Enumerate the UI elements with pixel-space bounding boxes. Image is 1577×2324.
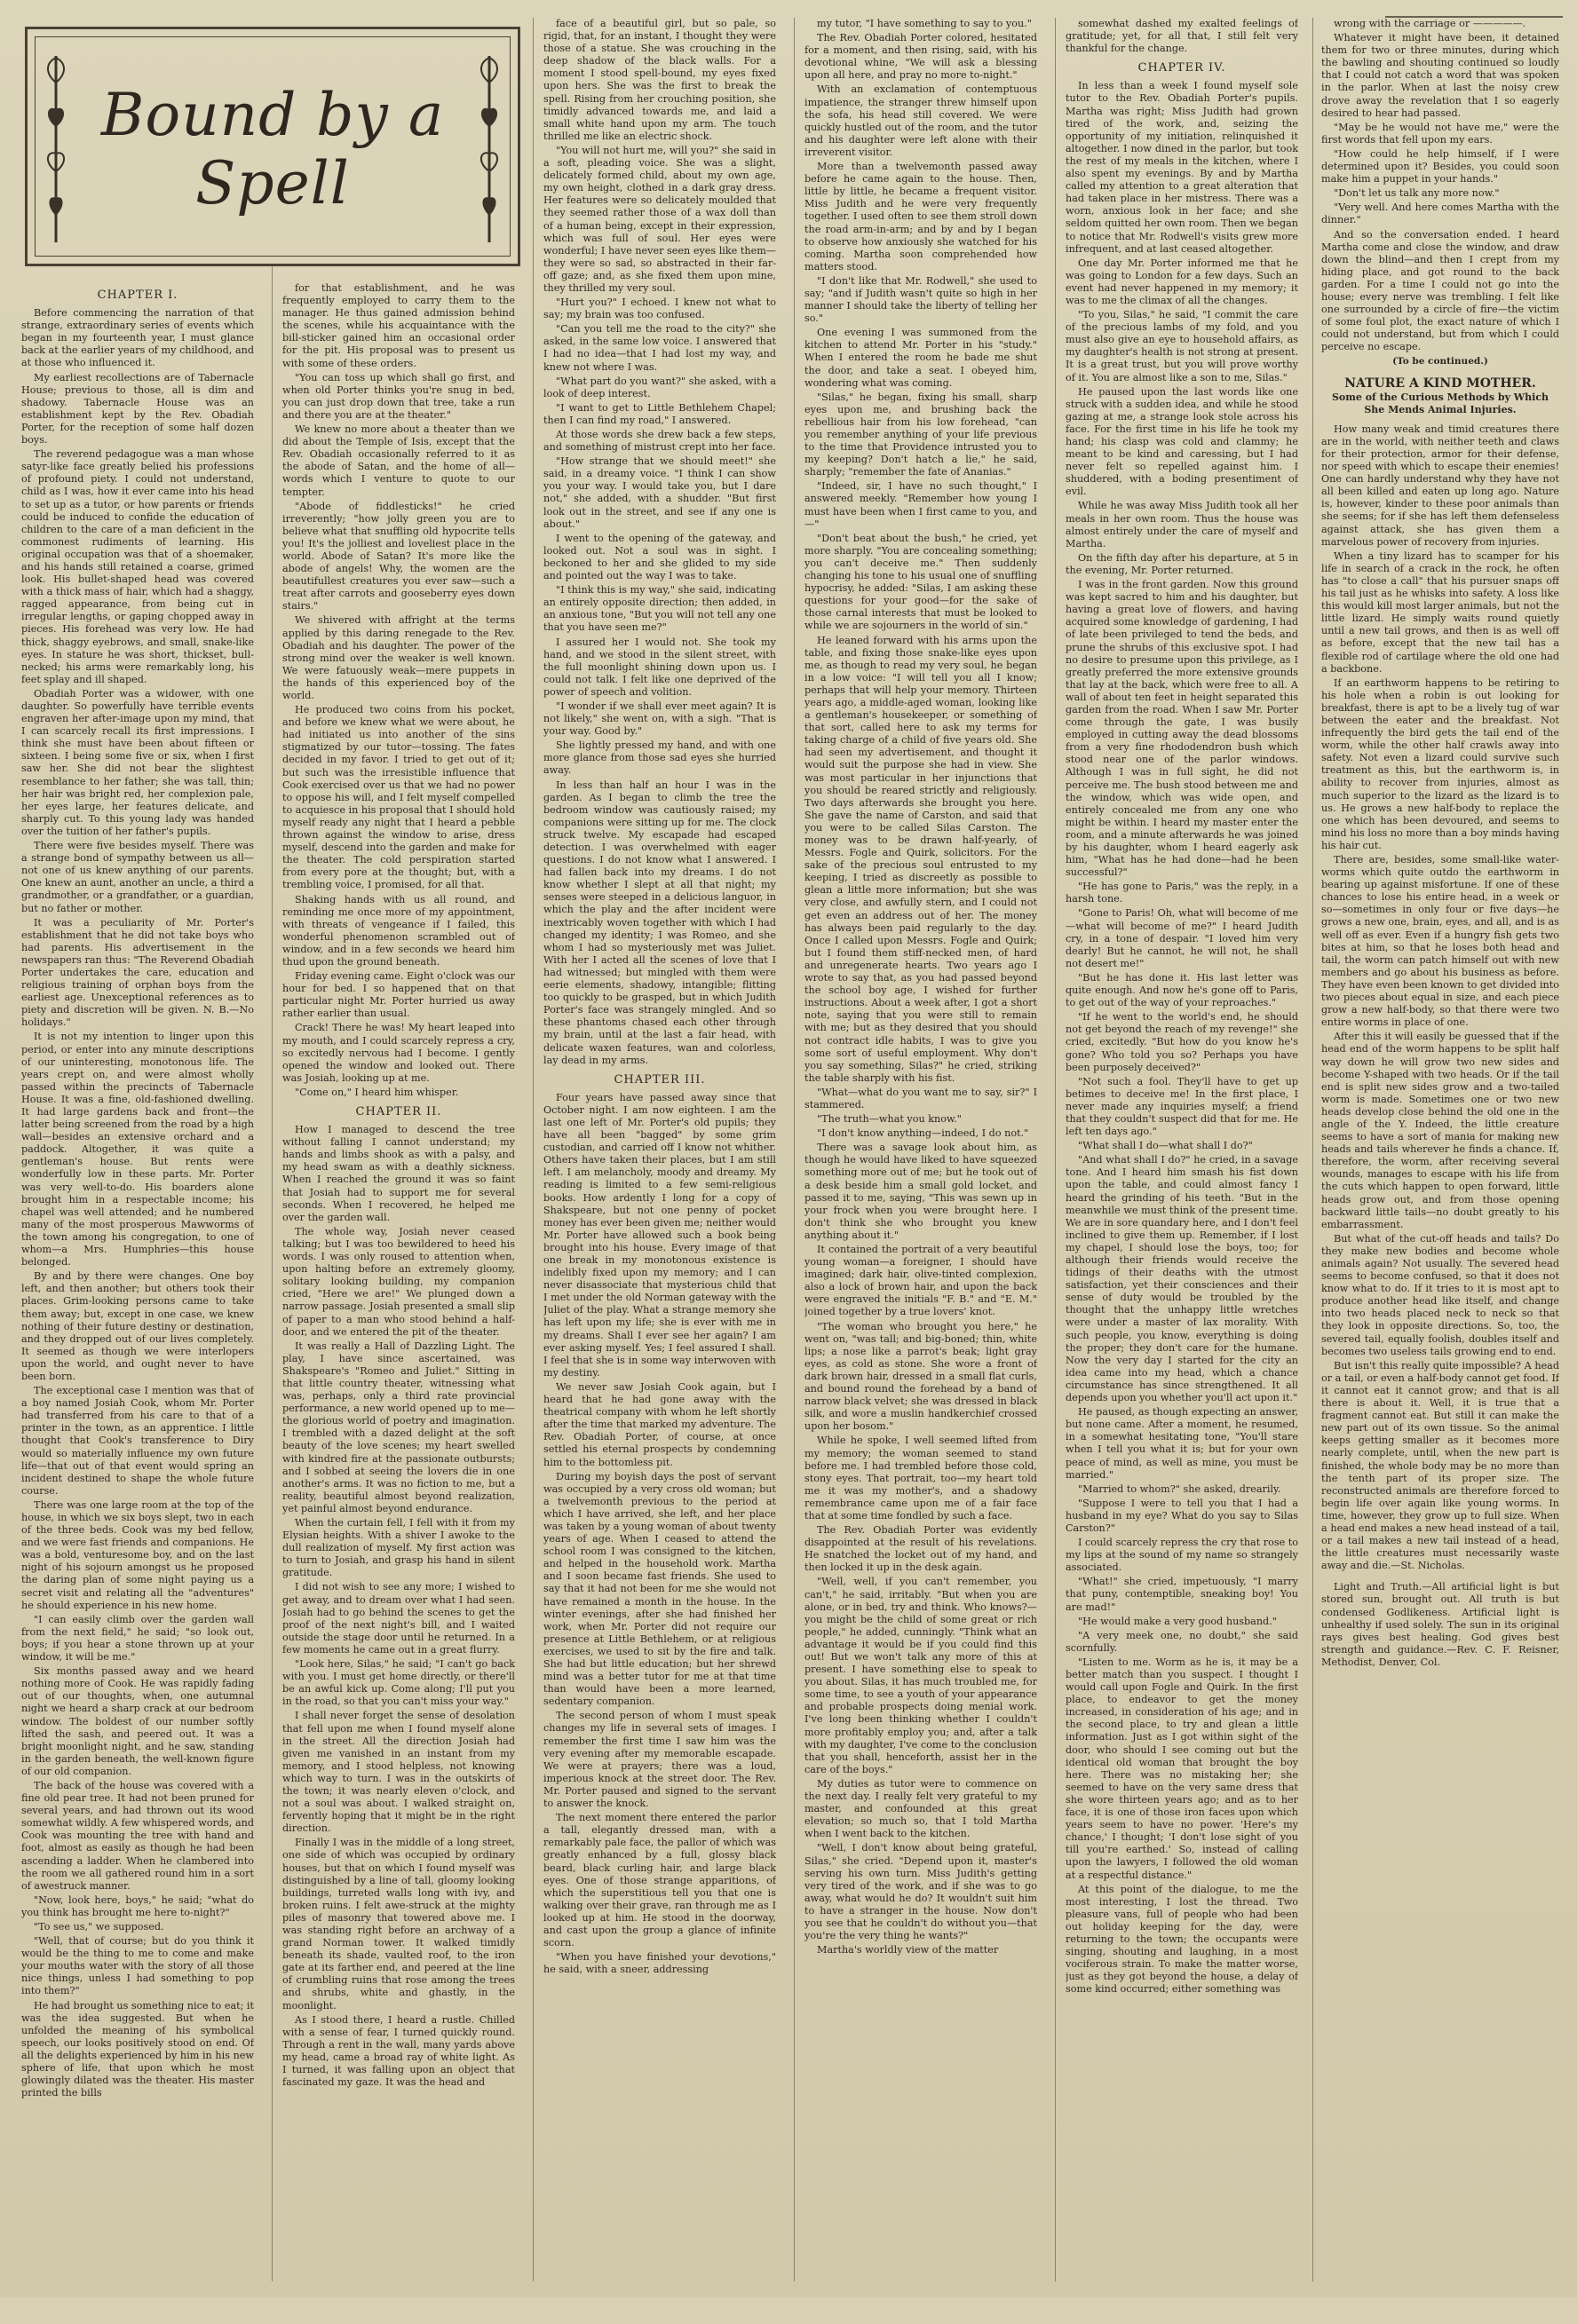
paragraph: Shaking hands with us all round, and reminding me once more of my appointment, with threats of vengeance if I failed, this wonderful phenomenon scrambled out of window, and in a few seconds we heard him thud upon the ground beneath. xyxy=(282,893,515,968)
paragraph: I went to the opening of the gateway, and looked out. Not a soul was in sight. I beckoned to her and she glided to my side and pointed out the way I was to take. xyxy=(543,532,776,582)
paragraph: She lightly pressed my hand, and with one more glance from those sad eyes she hurried away. xyxy=(543,739,776,777)
paragraph: He paused upon the last words like one struck with a sudden idea, and while he stood gazing at me, a strange look stole across his face. For the first time in his life he took my hand; his clasp was cold and clammy; he meant to be kind and caressing, but I had never felt so repelled against him. I shuddered, with a boding presentiment of evil. xyxy=(1066,385,1298,498)
paragraph: "Very well. And here comes Martha with the dinner." xyxy=(1321,202,1559,226)
paragraph: On the fifth day after his departure, at 5 in the evening, Mr. Porter returned. xyxy=(1066,551,1298,576)
paragraph: The back of the house was covered with a fine old pear tree. It had not been pruned for several years, and had thrown out its wood somewhat wildly. A few whispered words, and Cook was mounting the tree with hand and foot, almost as easily as though he had been ascending a ladder. When he clambered into the room we all gathered round him in a sort of awestruck manner. xyxy=(21,1779,254,1892)
chapter-heading: CHAPTER II. xyxy=(355,1105,442,1119)
paragraph: "What—what do you want me to say, sir?" I stammered. xyxy=(804,1086,1037,1111)
top-rule xyxy=(1385,4,1563,18)
paragraph: By and by there were changes. One boy left, and then another; but others took their places. Grim-looking persons came to take them away; but, except in one case, we knew nothing of their future destiny or destination, and they dropped out of our lives completely. It seemed as though we were interlopers upon the world, and ought never to have been born. xyxy=(21,1270,254,1382)
paragraph: After this it will easily be guessed that if the head end of the worm happens to be split half way down he will grow two new sides and become Y-shaped with two heads. Or if the tail end is split new sides grow and a two-tailed worm is made. Sometimes one or two new heads develop close behind the old one in the angle of the Y. Indeed, the little creature seems to have a sort of mania for making new heads and tails wherever he finds a chance. If, therefore, the worm, after receiving several wounds, manages to escape with his life from the cuts which happen to open forward, little heads grow out, and from those opening backward little tails—no doubt greatly to his embarrassment. xyxy=(1321,1031,1559,1230)
paragraph: The exceptional case I mention was that of a boy named Josiah Cook, whom Mr. Porter had transferred from his care to that of a printer in the town, as an apprentice. I little thought that Cook's transference to Diry would so materially influence my own future life—that out of that event would spring an incident destined to shape the whole future course. xyxy=(21,1385,254,1497)
paragraph: "The truth—what you know." xyxy=(817,1113,962,1126)
paragraph: Whatever it might have been, it detained them for two or three minutes, during which the bawling and shouting continued so loudly that I could not catch a word that was spoken in the parlor. When at last the noisy crew drove away the revelation that I so eagerly desired to hear had passed. xyxy=(1321,32,1559,119)
story-text xyxy=(282,1124,515,2089)
left-thistle-ornament xyxy=(40,47,72,251)
paragraph: There were five besides myself. There was a strange bond of sympathy between us all—not one of us knew anything of our parents. One knew an aunt, another an uncle, a third a grandmother, or a grandfather, or a guardian, but no father or mother. xyxy=(21,840,254,914)
paragraph: "Indeed, sir, I have no such thought," I answered meekly. "Remember how young I must have been when I first came to you, and—" xyxy=(804,480,1037,530)
column-1 xyxy=(21,282,254,2324)
paragraph: "But he has done it. His last letter was quite enough. And now he's gone off to Paris, to get out of the way of your reproaches." xyxy=(1066,971,1298,1009)
article-text xyxy=(1321,423,1559,1573)
paragraph: for that establishment, and he was frequently employed to carry them to the manager. He thus gained admission behind the scenes, while his acquaintance with the bill-sticker gained him an occasional order for the pit. His proposal was to present us with some of these orders. xyxy=(282,282,515,369)
paragraph: Crack! There he was! My heart leaped into my mouth, and I could scarcely repress a cry, so excitedly nervous had I become. I gently opened the window and looked out. There was Josiah, looking up at me. xyxy=(282,1022,515,1084)
paragraph: "May be he would not have me," were the first words that fell upon my ears. xyxy=(1321,121,1559,146)
paragraph: "Well, well, if you can't remember, you can't," he said, irritably. "But when you are alone, or in bed, try and think. Who knows?—you might be the child of some great or rich people," he added, cunningly. "Think what an advantage it would be if you could find this out! But we won't talk any more of this at present. I have something else to speak to you about. Silas, it has much troubled me, for some time, to see a youth of your appearance and probable prospects doing menial work. I've long been thinking whether I couldn't more profitably employ you; and, after a talk with my daughter, I've come to the conclusion that you shall, henceforth, assist her in the care of the boys." xyxy=(804,1576,1037,1775)
paragraph: The next moment there entered the parlor a tall, elegantly dressed man, with a remarkably pale face, the pallor of which was greatly enhanced by a full, glossy black beard, black curling hair, and large black eyes. One of those strange apparitions, of which the superstitious tell you that one is walking over their grave, ran through me as I looked up at him. He stood in the doorway, and cast upon the group a glance of infinite scorn. xyxy=(543,1812,776,1949)
paragraph: "What!" she cried, impetuously, "I marry that puny, contemptible, sneaking boy! You are mad!" xyxy=(1066,1576,1298,1613)
paragraph: "I wonder if we shall ever meet again? It is not likely," she went on, with a sigh. "That is your way. Good by." xyxy=(543,700,776,738)
paragraph: At those words she drew back a few steps, and something of mistrust crept into her face. xyxy=(543,429,776,454)
paragraph: "Don't beat about the bush," he cried, yet more sharply. "You are concealing something; you can't deceive me." Then suddenly changing his tone to his usual one of snuffling hypocrisy, he added: "Silas, I am asking these questions for your good—for the sake of those carnal interests that must be looked to while we are sojourners in the world of sin." xyxy=(804,532,1037,632)
paragraph: He had brought us something nice to eat; it was the idea suggested. But when he unfolded the meaning of his symbolical speech, our looks positively stood on end. Of all the delights experienced by him in his new sphere of life, that upon which he most glowingly dilated was the theater. His master printed the bills xyxy=(21,1999,254,2099)
paragraph: "Look here, Silas," he said; "I can't go back with you. I must get home directly, or there'll be an awful kick up. Come along; I'll put you in the road, so that you can't miss your way." xyxy=(282,1658,515,1708)
story-text xyxy=(543,18,776,1067)
chapter-heading: CHAPTER III. xyxy=(614,1072,706,1087)
paragraph: "To you, Silas," he said, "I commit the care of the precious lambs of my fold, and you must also give an eye to household affairs, as my daughter's health is not strong at present. It is a great trust, but you will prove worthy of it. You are almost like a son to me, Silas." xyxy=(1066,309,1298,383)
paragraph: "Well, that of course; but do you think it would be the thing to me to come and make your mouths water with the story of all those nice things, unless I had something to pop into them?" xyxy=(21,1935,254,1997)
paragraph: somewhat dashed my exalted feelings of gratitude; yet, for all that, I still felt very thankful for the change. xyxy=(1066,18,1298,55)
column-rule xyxy=(1055,18,1056,2281)
paragraph: "You can toss up which shall go first, and when old Porter thinks you're snug in bed, you can just drop down that tree, take a run and there you are at the theater." xyxy=(282,371,515,421)
paragraph: "He has gone to Paris," was the reply, in a harsh tone. xyxy=(1066,881,1298,905)
paragraph: He produced two coins from his pocket, and before we knew what we were about, he had initiated us into another of the sins stigmatized by our tutor—tossing. The fates decided in my favor. I tried to get out of it; but such was the irresistible influence that Cook exercised over us that we had no power to oppose his will, and I felt myself compelled to acquiesce in his proposal that I should hold myself ready any night that I heard a pebble thrown against the window to arise, dress myself, descend into the garden and make for the theater. The cold perspiration started from every pore at the thought; but, with a trembling voice, I promised, for all that. xyxy=(282,704,515,891)
story-text xyxy=(1321,18,1559,353)
story-text xyxy=(804,18,1037,1956)
paragraph: "What part do you want?" she asked, with a look of deep interest. xyxy=(543,375,776,399)
paragraph: "Listen to me. Worm as he is, it may be a better match than you suspect. I thought I would call upon Fogle and Quirk. In the first place, to endeavor to get the money increased, in consideration of his age; and in the second place, to try and glean a little information. Just as I got within sight of the door, who should I see coming out but the identical old woman that brought the boy here. There was no mistaking her; she seemed to have on the very same dress that she wore thirteen years ago; and as to her face, it is one of those iron faces upon which years seem to have no power. 'Here's my chance,' I thought; 'I don't lose sight of you till you're earthed.' So, instead of calling upon the lawyers, I followed the old woman at a respectful distance." xyxy=(1066,1656,1298,1881)
column-rule xyxy=(272,266,273,2281)
column-5 xyxy=(1066,18,1298,2281)
paragraph: "Abode of fiddlesticks!" he cried irreverently; "how jolly green you are to believe what that snuffling old hypocrite tells you! It's the jolliest and loveliest place in the world. Abode of Satan? It's more like the abode of angels! Why, the women are the beautifullest creatures you ever saw—such a treat after carrots and gooseberry eyes down stairs." xyxy=(282,500,515,613)
paragraph: He leaned forward with his arms upon the table, and fixing those snake-like eyes upon me, as though to read my very soul, he began in a low voice: "I will tell you all I know; perhaps that will help your memory. Thirteen years ago, a middle-aged woman, looking like a gentleman's housekeeper, or something of that sort, called here to ask my terms for taking charge of a child of five years old. She had seen my advertisement, and thought it would suit the purpose she had in view. She was most particular in her injunctions that you should be reared strictly and religiously. Two days afterwards she brought you here. She gave the name of Carston, and said that you were to be called Silas Carston. The money was to be drawn half-yearly, of Messrs. Fogle and Quirk, solicitors. For the sake of the precious soul entrusted to my keeping, I tried as discreetly as possible to glean a little more information; but she was very close, and awfully stern, and I could not get even an address out of her. The money has always been paid regularly to the day. Once I called upon Messrs. Fogle and Quirk; but I found them stiff-necked men, of hard and unregenerate hearts. Two years ago I wrote to say that, as you had passed beyond the school boy age, I wished for further instructions. About a week after, I got a short note, saying that you were still to remain with me; but as they desired that you should not contract idle habits, I was to give you some sort of useful employment. Why don't you say something, Silas?" he cried, striking the table sharply with his fist. xyxy=(804,634,1037,1084)
paragraph: And so the conversation ended. I heard Martha come and close the window, and draw down the blind—and then I crept from my hiding place, and got round to the back garden. For a time I could not go into the house; every nerve was trembling. I felt like one surrounded by a circle of fire—the victim of some foul plot, the exact nature of which I could not understand, but from which I could perceive no escape. xyxy=(1321,228,1559,353)
story-text xyxy=(21,307,254,2099)
paragraph: I could scarcely repress the cry that rose to my lips at the sound of my name so strangely associated. xyxy=(1066,1537,1298,1574)
paragraph: "If he went to the world's end, he should not get beyond the reach of my revenge!" she cried, excitedly. "But how do you know he's gone? Who told you so? Perhaps you have been purposely deceived?" xyxy=(1066,1011,1298,1073)
column-rule xyxy=(533,18,534,2281)
paragraph: wrong with the carriage or —————. xyxy=(1334,18,1526,29)
paragraph: It is not my intention to linger upon this period, or enter into any minute descriptions of our uninteresting, monotonous life. The years crept on, and were almost wholly passed within the precincts of Tabernacle House. It was a fine, old-fashioned dwelling. It had large gardens back and front—the latter being screened from the road by a high wall—besides an extensive orchard and a paddock. Altogether, it was quite a gentleman's house. But rents were wonderfully low in these parts. Mr. Porter was very well-to-do. His boarders alone brought him in a respectable income; his chapel was well attended; and he numbered many of the most prosperous Mawworms of the town among his congregation, to one of whom—a Mrs. Humphries—this house belonged. xyxy=(21,1031,254,1269)
story-text xyxy=(1066,80,1298,1996)
paragraph: As I stood there, I heard a rustle. Chilled with a sense of fear, I turned quickly round. Through a rent in the wall, many yards above my head, came a broad ray of white light. As I turned, it was falling upon an object that fascinated my gaze. It was the head and xyxy=(282,2013,515,2089)
paragraph: During my boyish days the post of servant was occupied by a very cross old woman; but a twelvemonth previous to the period at which I have arrived, she left, and her place was taken by a young woman of about twenty years of age. When I ceased to attend the school room I was consigned to the kitchen, and helped in the household work. Martha and I soon became fast friends. She used to say that it had not been for me she would not have remained a month in the house. In the winter evenings, after she had finished her work, when Mr. Porter did not require our presence at Little Bethlehem, or at religious exercises, we used to sit by the fire and talk. She had but little education; but her shrewd mind was a better tutor for me at that time than would have been a more learned, sedentary companion. xyxy=(543,1470,776,1708)
column-2 xyxy=(282,282,515,2324)
paragraph: We shivered with affright at the terms applied by this daring renegade to the Rev. Obadiah and his daughter. The power of the strong mind over the weaker is well known. We were fatuously weak—mere puppets in the hands of this experienced boy of the world. xyxy=(282,614,515,701)
story-text xyxy=(543,1092,776,1977)
story-text xyxy=(1066,18,1298,55)
paragraph: "Silas," he began, fixing his small, sharp eyes upon me, and brushing back the rebellious hair from his low forehead, "can you remember anything of your life previous to the time that Providence intrusted you to my keeping? Don't hatch a lie," he said, sharply; "remember the fate of Ananias." xyxy=(804,391,1037,478)
paragraph: my tutor, "I have something to say to you." xyxy=(817,18,1032,29)
paragraph: Friday evening came. Eight o'clock was our hour for bed. I so happened that on that particular night Mr. Porter hurried us away rather earlier than usual. xyxy=(282,970,515,1020)
paragraph: When a tiny lizard has to scamper for his life in search of a crack in the rock, he often has "to close a call" that his pursuer snaps off his tail just as he whisks into safety. A loss like this would kill most larger animals, but not the little lizard. He simply waits round quietly until a new tail grows, and then is as well off as before, except that the new tail has a flexible rod of cartilage where the old one had a backbone. xyxy=(1321,549,1559,675)
paragraph: I assured her I would not. She took my hand, and we stood in the silent street, with the full moonlight shining down upon us. I could not talk. I felt like one deprived of the power of speech and volition. xyxy=(543,636,776,698)
paragraph: "Well, I don't know about being grateful, Silas," she cried. "Depend upon it, master's serving his own turn. Miss Judith's getting very tired of the work, and if she was to go away, what would he do? It wouldn't suit him to have a stranger in the house. Now don't you see that he couldn't do without you—that you're the very thing he wants?" xyxy=(804,1842,1037,1942)
paragraph: But isn't this really quite impossible? A head or a tail, or even a half-body cannot get food. If it cannot eat it cannot grow; and that is all there is about it. Well, it is true that a fragment cannot eat. But still it can make the new part out of its own tissue. So the animal keeps getting smaller as it becomes more nearly complete, until, when the new part is finished, the whole body may be no more than the tenth part of its proper size. The reconstructed animals are therefore forced to begin life over again like young worms. In time, however, they grow up to full size. When a head end makes a new head instead of a tail, or a tail makes a new tail instead of a head, the little creatures must necessarily waste away and die.—St. Nicholas. xyxy=(1321,1359,1559,1572)
story-title: Bound by a Spell xyxy=(100,81,445,217)
paragraph: The whole way, Josiah never ceased talking; but I was too bewildered to heed his words. I was only roused to attention when, upon halting before an extremely gloomy, solitary looking building, my companion cried, "Here we are!" We plunged down a narrow passage. Josiah presented a small slip of paper to a man who stood behind a half-door, and we entered the pit of the theater. xyxy=(282,1225,515,1338)
story-masthead xyxy=(25,27,520,266)
continued-note: (To be continued.) xyxy=(1392,356,1488,368)
paragraph: "Don't let us talk any more now." xyxy=(1334,187,1500,200)
paragraph: It was really a Hall of Dazzling Light. The play, I have since ascertained, was Shakspeare's "Romeo and Juliet." Sitting in that little country theater, witnessing what was, perhaps, only a third rate provincial performance, a new world opened up to me—the glorious world of poetry and imagination. I trembled with a dazed delight at the soft beauty of the love scenes; my heart swelled with kindred fire at the passionate outbursts; and I sobbed at seeing the lovers die in one another's arms. It was no fiction to me, but a reality, beautiful almost beyond realization, yet painful almost beyond endurance. xyxy=(282,1340,515,1514)
story-text xyxy=(282,282,515,1099)
paragraph: "You will not hurt me, will you?" she said in a soft, pleading voice. She was a slight, delicately formed child, about my own age, my own height, clothed in a dark gray dress. Her features were so delicately moulded that they seemed rather those of a wax doll than of a human being, except in their expression, which was full of soul. Her eyes were wonderful; I have never seen eyes like them—they were so sad, so abstracted in their far-off gaze; and, as she fixed them upon mine, they thrilled my very soul. xyxy=(543,144,776,294)
paragraph: The Rev. Obadiah Porter colored, hesitated for a moment, and then rising, said, with his devotional whine, "We will ask a blessing upon all here, and pray no more to-night." xyxy=(804,32,1037,82)
paragraph: "I don't know anything—indeed, I do not." xyxy=(817,1127,1029,1140)
column-6 xyxy=(1321,18,1559,2281)
paragraph: If an earthworm happens to be retiring to his hole when a robin is out looking for breakfast, there is apt to be a lively tug of war between the eater and the breakfast. Not infrequently the bird gets the tail end of the worm, while the other half crawls away into safety. Not even a lizard could survive such treatment as this, but the earthworm is, in ability to recover from injuries, almost as much superior to the lizard as the lizard is to us. He grows a new half-body to replace the one which has been devoured, and seems to mind his loss no more than a boy minds having his hair cut. xyxy=(1321,676,1559,851)
paragraph: How many weak and timid creatures there are in the world, with neither teeth and claws for their protection, armor for their defense, nor speed with which to escape their enemies! One can hardly understand why they have not all been killed and eaten up long ago. Nature is, however, kinder to these poor animals than she seems; for if she has left them defenseless against attack, she has given them a marvelous power of recovery from injuries. xyxy=(1321,423,1559,548)
paragraph: It was a peculiarity of Mr. Porter's establishment that he did not take boys who had parents. His advertisement in the newspapers ran thus: "The Reverend Obadiah Porter undertakes the care, education and religious training of orphan boys from the earliest age. Unexceptional references as to piety and discretion will be given. N. B.—No holidays." xyxy=(21,916,254,1029)
column-rule xyxy=(1312,18,1313,2281)
paragraph: The reverend pedagogue was a man whose satyr-like face greatly belied his professions of profound piety. I could not understand, child as I was, how it ever came into his head to set up as a tutor, or how parents or friends could be induced to confide the education of children to the care of a man deficient in the commonest rudiments of learning. His original occupation was that of a shoemaker, and his hands still retained a coarse, grimed look. His bullet-shaped head was covered with a thick mass of hair, which had a shaggy, ragged appearance, from being cut in irregular lengths, or gaping chopped away in pieces. His forehead was very low. He had thick, shaggy eyebrows, and small, snake-like eyes. In stature he was short, thickset, bull-necked; his arms were remarkably long, his feet splay and ill shaped. xyxy=(21,448,254,685)
paragraph: "I want to get to Little Bethlehem Chapel; then I can find my road," I answered. xyxy=(543,401,776,426)
paragraph: At this point of the dialogue, to me the most interesting, I lost the thread. Two pleasure vans, full of people who had been out holiday keeping for the day, were returning to the town; the occupants were singing, shouting and laughing, in a most vociferous strain. To make the matter worse, just as they got beyond the house, a delay of some kind occurred; either something was xyxy=(1066,1883,1298,1996)
paragraph: Four years have passed away since that October night. I am now eighteen. I am the last one left of Mr. Porter's old pupils; they have all been "bagged" by some grim custodian, and carried off I know not whither. Others have taken their places, but I am still left. I am melancholy, moody and dreamy. My reading is limited to a few semi-religious books. How ardently I long for a copy of Shakspeare, but not one penny of pocket money has ever been given me; neither would Mr. Porter have allowed such a book being brought into his house. Every image of that one break in my monotonous existence is indelibly fixed upon my memory; and I can never disassociate that mysterious child that I met under the old Norman gateway with the Juliet of the play. What a strange memory she has left upon my life; she is ever with me in my dreams. Shall I ever see her again? I am ever asking myself. Yes; I feel assured I shall. I feel that she is in some way interwoven with my destiny. xyxy=(543,1091,776,1379)
paragraph: "When you have finished your devotions," he said, with a sneer, addressing xyxy=(543,1951,776,1976)
paragraph: "I don't like that Mr. Rodwell," she used to say; "and if Judith wasn't quite so high in her manner I should take the liberty of telling her so." xyxy=(804,274,1037,325)
paragraph: With an exclamation of contemptuous impatience, the stranger threw himself upon the sofa, his head still covered. We were quickly hustled out of the room, and the tutor and his daughter were left alone with their irreverent visitor. xyxy=(804,83,1037,158)
paragraph: My earliest recollections are of Tabernacle House; previous to those, all is dim and shadowy. Tabernacle House was an establishment kept by the Rev. Obadiah Porter, for the reception of some half dozen boys. xyxy=(21,371,254,447)
paragraph: The Rev. Obadiah Porter was evidently disappointed at the result of his revelations. He snatched the locket out of my hand, and then locked it up in the desk again. xyxy=(804,1524,1037,1574)
paragraph: One evening I was summoned from the kitchen to attend Mr. Porter in his "study." When I entered the room he bade me shut the door, and take a seat. I obeyed him, wondering what was coming. xyxy=(804,327,1037,389)
paragraph: "And what shall I do?" he cried, in a savage tone. And I heard him smash his fist down upon the table, and could almost fancy I heard the grinding of his teeth. "But in the meanwhile we must think of the present time. We are in sore quandary here, and I don't feel inclined to give them up. Remember, if I lost my chapel, I should lose the boys, too; for although their friends would receive the tidings of their deaths with the utmost satisfaction, yet their consciences and their sense of duty would be troubled by the thought that the unhappy little wretches were under a master of lax morality. With such people, you know, everything is doing the proper; they don't care for the humane. Now the very day I started for the city an idea came into my head, which a chance circumstance has since strengthened. It all depends upon you whether you'll act upon it." xyxy=(1066,1154,1298,1404)
paragraph: While he was away Miss Judith took all her meals in her own room. Thus the house was almost entirely under the care of myself and Martha. xyxy=(1066,500,1298,549)
paragraph: It contained the portrait of a very beautiful young woman—a foreigner, I should have imagined; dark hair, olive-tinted complexion, also a lock of brown hair, and upon the back were engraved the initials "F. B." and "E. M." joined together by a true lovers' knot. xyxy=(804,1244,1037,1318)
chapter-heading: CHAPTER I. xyxy=(97,289,178,302)
chapter-heading: CHAPTER IV. xyxy=(1137,61,1226,75)
paragraph: "Not such a fool. They'll have to get up betimes to deceive me! In the first place, I never made any inquiries myself; a friend that they couldn't suspect did that for me. He left ten days ago." xyxy=(1066,1075,1298,1138)
paragraph: "How strange that we should meet!" she said, in a dreamy voice. "I think I can show you your way. I would take you, but I dare not," she added, with a shudder. "But first look out in the street, and see if any one is about." xyxy=(543,455,776,530)
paragraph: I was in the front garden. Now this ground was kept sacred to him and his daughter, but having a great love of flowers, and having acquired some knowledge of gardening, I had of late been privileged to tend the beds, and prune the shrubs of this exclusive spot. I had no desire to presume upon this privilege, as I greatly preferred the more extensive grounds that lay at the back, which were free to all. A wall of about ten feet in height separated this garden from the road. When I saw Mr. Porter come through the gate, I was busily employed in cutting away the dead blossoms from a very fine rhododendron bush which stood near one of the parlor windows. Although I was in full sight, he did not perceive me. The bush stood between me and the window, which was wide open, and entirely concealed me from any one who might be within. I heard my master enter the room, and a minute afterwards he was joined by his daughter, whom I heard eagerly ask him, "What has he had done—had he been successful?" xyxy=(1066,579,1298,879)
paragraph: "Hurt you?" I echoed. I knew not what to say; my brain was too confused. xyxy=(543,296,776,321)
paragraph: "Now, look here, boys," he said; "what do you think has brought me here to-night?" xyxy=(21,1893,254,1918)
paragraph: One day Mr. Porter informed me that he was going to London for a few days. Such an event had never happened in my memory; it was to me the climax of all the changes. xyxy=(1066,257,1298,306)
paragraph: "Suppose I were to tell you that I had a husband in my eye? What do you say to Silas Carston?" xyxy=(1066,1497,1298,1534)
paragraph: "I can easily climb over the garden wall from the next field," he said; "so look out, boys; if you hear a stone thrown up at your window, it will be me." xyxy=(21,1613,254,1664)
paragraph: "Come on," I heard him whisper. xyxy=(295,1086,459,1098)
paragraph: How I managed to descend the tree without falling I cannot understand; my hands and limbs shook as with a palsy, and my head swam as with a deathly sickness. When I reached the ground it was so faint that Josiah had to support me for several seconds. When I recovered, he helped me over the garden wall. xyxy=(282,1124,515,1223)
paragraph: There are, besides, some small-like water-worms which quite outdo the earthworm in bearing up against misfortune. If one of these chances to lose his entire head, in a week or so—sometimes in only four or five days—he grows a new one, brain, eyes, and all, and is as well off as ever. Even if a hungry fish gets two bites at him, so that he loses both head and tail, the worm can patch himself out with new members and go about his business as before. They have even been known to get divided into two pieces about equal in size, and each piece grow a new half-body, so that there were two entire worms in place of one. xyxy=(1321,854,1559,1029)
paragraph: My duties as tutor were to commence on the next day. I really felt very grateful to my master, and confounded at this great elevation; so much so, that I told Martha when I went back to the kitchen. xyxy=(804,1777,1037,1840)
paragraph: More than a twelvemonth passed away before he came again to the house. Then, little by little, he became a frequent visitor. Miss Judith and he were very frequently together. I used often to see them stroll down the road arm-in-arm; and by and by I began to observe how anxiously she watched for his coming. Martha soon comprehended how matters stood. xyxy=(804,161,1037,273)
paragraph: "I think this is my way," she said, indicating an entirely opposite direction; then added, in an anxious tone, "But you will not tell any one that you have seen me?" xyxy=(543,584,776,634)
paragraph: But what of the cut-off heads and tails? Do they make new bodies and become whole animals again? Not usually. The severed head seems to become confused, so that it does not know what to do. If it tries to it is most apt to produce another head like itself, and change into two heads placed neck to neck so that they look in opposite directions. So, too, the severed tail, equally foolish, doubles itself and becomes two useless tails growing end to end. xyxy=(1321,1232,1559,1357)
paragraph: "Married to whom?" she asked, drearily. xyxy=(1078,1482,1281,1495)
right-thistle-ornament xyxy=(473,47,505,251)
paragraph: "The woman who brought you here," he went on, "was tall; and big-boned; thin, white lips; a nose like a parrot's beak; light gray eyes, as cold as stone. She wore a front of dark brown hair, dressed in a small flat curls, and bound round the forehead by a band of narrow black velvet; she was dressed in black silk, and wore a muslin handkerchief crossed upon her bosom." xyxy=(804,1320,1037,1433)
paragraph: When the curtain fell, I fell with it from my Elysian heights. With a shiver I awoke to the dull realization of myself. My first action was to turn to Josiah, and grasp his hand in silent gratitude. xyxy=(282,1517,515,1579)
paragraph: "A very meek one, no doubt," she said scornfully. xyxy=(1066,1629,1298,1654)
paragraph: Obadiah Porter was a widower, with one daughter. So powerfully have terrible events engraven her after-image upon my mind, that I can scarcely recall its first impressions. I think she must have been about fifteen or sixteen. I being some five or six, when I first saw her. She did not bear the slightest resemblance to her father; she was tall, thin; her hair was bright red, her complexion pale, her eyes large, her features delicate, and sharply cut. To this young lady was handed over the tuition of her father's pupils. xyxy=(21,687,254,837)
paragraph: The second person of whom I must speak changes my life in several sets of images. I remember the first time I saw him was the very evening after my memorable escapade. We were at prayers; there was a loud, imperious knock at the street door. The Rev. Mr. Porter paused and signed to the servant to answer the knock. xyxy=(543,1710,776,1810)
filler-paragraph: Light and Truth.—All artificial light is but stored sun, brought out. All truth is but condensed Godlikeness. Artificial light is unhealthy if used solely. The sun in its original rays gives best healing. God gives best strength and guidance.—Rev. C. F. Reisner, Methodist, Denver, Col. xyxy=(1321,1581,1559,1668)
paragraph: Finally I was in the middle of a long street, one side of which was occupied by ordinary houses, but that on which I found myself was distinguished by a line of tall, gloomy looking buildings, turreted walls long with ivy, and broken ruins. I felt awe-struck at the mighty piles of masonry that towered above me. I was standing right before an archway of a grand Norman tower. It walked timidly beneath its shade, vaulted roof, to the iron gate at its farther end, and peered at the line of crumbling ruins that rose among the trees and shrubs, white and ghastly, in the moonlight. xyxy=(282,1837,515,2012)
paragraph: We never saw Josiah Cook again, but I heard that he had gone away with the theatrical company with whom he left shortly after the time that marked my adventure. The Rev. Obadiah Porter, of course, at once settled his eternal prospects by condemning him to the bottomless pit. xyxy=(543,1380,776,1468)
paragraph: While he spoke, I well seemed lifted from my memory; the woman seemed to stand before me. I had trembled before those cold, stony eyes. That portrait, too—my heart told me it was my mother's, and a shadowy remembrance came upon me of a fair face that at some time fondled by such a face. xyxy=(804,1435,1037,1522)
paragraph: face of a beautiful girl, but so pale, so rigid, that, for an instant, I thought they were those of a statue. She was crouching in the deep shadow of the black walls. For a moment I stood spell-bound, my eyes fixed upon hers. She was the first to break the spell. Rising from her crouching position, she timidly advanced towards me, and laid a small white hand upon my arm. The touch thrilled me like an electric shock. xyxy=(543,18,776,142)
paragraph: "To see us," we supposed. xyxy=(34,1921,164,1933)
paragraph: He paused, as though expecting an answer, but none came. After a moment, he resumed, in a somewhat hesitating tone, "You'll stare when I tell you what it is; but for your own peace of mind, as well as mine, you must be married." xyxy=(1066,1406,1298,1481)
paragraph: "How could he help himself, if I were determined upon it? Besides, you could soon make him a puppet in your hands." xyxy=(1321,147,1559,186)
paragraph: There was one large room at the top of the house, in which we six boys slept, two in each of the three beds. Cook was my bed fellow, and we were fast friends and companions. He was a bold, venturesome boy, and on the last night of his sojourn amongst us he proposed the daring plan of some night paying us a secret visit and relating all the "adventures" he should experience in his new home. xyxy=(21,1498,254,1611)
paragraph: I did not wish to see any more; I wished to get away, and to dream over what I had seen. Josiah had to go behind the scenes to get the proof of the next night's bill, and I waited outside the stage door until he returned. In a few moments he came out in a great flurry. xyxy=(282,1581,515,1656)
paragraph: We knew no more about a theater than we did about the Temple of Isis, except that the Rev. Obadiah occasionally referred to it as the abode of Satan, and the home of all—words which I venture to quote to our tempter. xyxy=(282,423,515,498)
paragraph: In less than a week I found myself sole tutor to the Rev. Obadiah Porter's pupils. Martha was right; Miss Judith had grown tired of the work, and, seizing the opportunity of my initiation, relinquished it altogether. I now dined in the parlor, but took the rest of my meals in the kitchen, where I also spent my evenings. By and by Martha called my attention to a great alteration that had taken place in her mistress. There was a worn, anxious look in her face; and she seldom quitted her own room. Then we began to notice that Mr. Rodwell's visits grew more infrequent, and at last ceased altogether. xyxy=(1066,80,1298,255)
paragraph: Martha's worldly view of the matter xyxy=(817,1944,999,1956)
paragraph: In less than half an hour I was in the garden. As I began to climb the tree the bedroom window was cautiously raised; my companions were sitting up for me. The clock struck twelve. My escapade had escaped detection. I was overwhelmed with eager questions. I do not know what I answered. I had fallen back into my dreams. I do not know whether I slept at all that night; my senses were steeped in a delicious languor, in which the play and the after incident were inextricably woven together with which I had changed my identity; I was Romeo, and she whom I had so mysteriously met was Juliet. With her I acted all the scenes of love that I had witnessed; but mingled with them were eerie elements, shadowy, intangible; flitting too quickly to be grasped, but in which Judith Porter's face was strangely mingled. And so these phantoms chased each other through my brain, until at the last a fair head, with delicate waxen features, wan and colorless, lay dead in my arms. xyxy=(543,779,776,1066)
paragraph: "Can you tell me the road to the city?" she asked, in the same low voice. I answered that I had no idea—that I had lost my way, and knew not where I was. xyxy=(543,323,776,373)
paragraph: I shall never forget the sense of desolation that fell upon me when I found myself alone in the street. All the direction Josiah had given me vanished in an instant from my memory, and I stood helpless, not knowing which way to turn. I was in the outskirts of the town; it was nearly eleven o'clock, and not a soul was about. I walked straight on, fervently hoping that it might be in the right direction. xyxy=(282,1710,515,1835)
paragraph: "What shall I do—what shall I do?" xyxy=(1078,1140,1253,1152)
column-rule xyxy=(794,18,795,2281)
paragraph: "He would make a very good husband." xyxy=(1078,1615,1277,1627)
article-deck: Some of the Curious Methods by Which She Mends Animal Injuries. xyxy=(1331,391,1549,415)
column-4 xyxy=(804,18,1037,2281)
paragraph: Six months passed away and we heard nothing more of Cook. He was rapidly fading out of our thoughts, when, one autumnal night we heard a sharp crack at our bedroom window. The boldest of our number softly lifted the sash, and peered out. It was a bright moonlight night, and he saw, standing in the garden beneath, the well-known figure of our old companion. xyxy=(21,1665,254,1777)
paragraph: There was a savage look about him, as though he would have liked to have squeezed something more out of me; but he took out of a desk beside him a small gold locket, and passed it to me, saying, "This was sewn up in your frock when you were brought here. I don't think she who brought you knew anything about it." xyxy=(804,1142,1037,1241)
paragraph: "Gone to Paris! Oh, what will become of me—what will become of me?" I heard Judith cry, in a tone of despair. "I loved him very dearly! But he cannot, he will not, he shall not desert me!" xyxy=(1066,907,1298,969)
article-headline: NATURE A KIND MOTHER. xyxy=(1344,375,1536,391)
paragraph: Before commencing the narration of that strange, extraordinary series of events which began in my fourteenth year, I must glance back at the earlier years of my childhood, and at those who influenced it. xyxy=(21,307,254,369)
column-3 xyxy=(543,18,776,2281)
